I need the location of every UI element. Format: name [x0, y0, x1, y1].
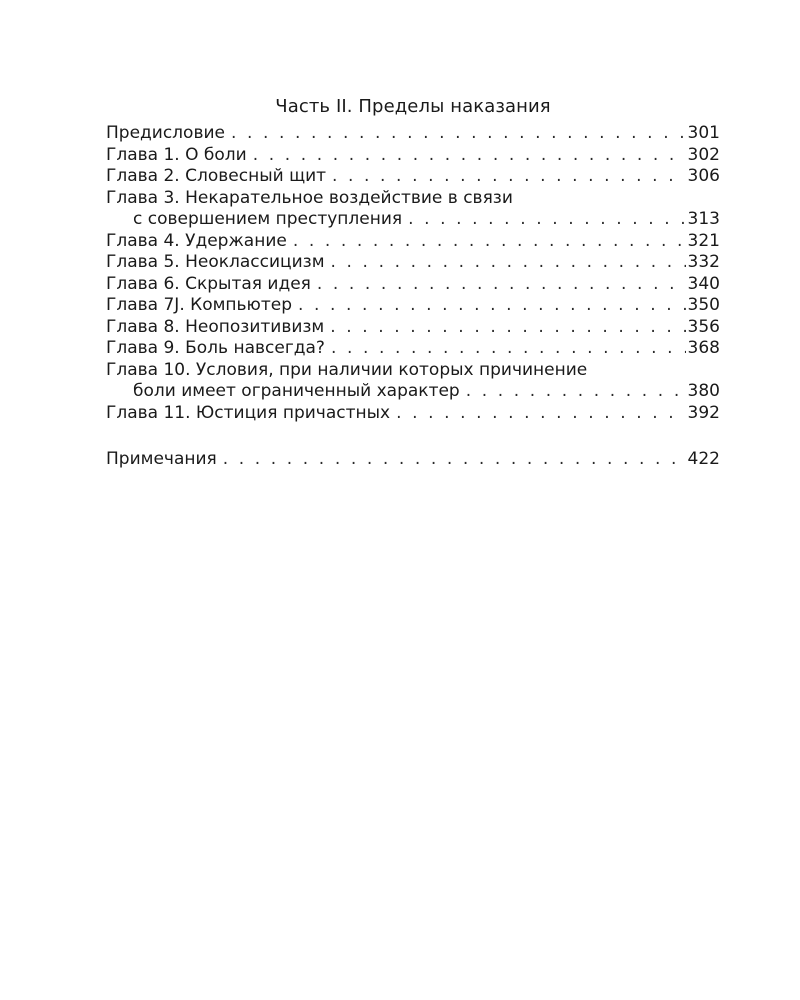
toc-entry-title: Глава 7J. Компьютер: [106, 295, 293, 315]
toc-entry-chapter-5: [106, 252, 720, 274]
toc-entry-page: 306: [687, 166, 720, 186]
toc-entry-chapter-7: [106, 295, 720, 317]
toc-entry-page: 368: [687, 338, 720, 358]
toc-entry-title-line1: Глава 10. Условия, при наличии которых причинение: [106, 359, 588, 380]
toc-entry-page: 302: [687, 144, 720, 165]
section-gap: [106, 424, 720, 449]
toc-entry-title: Глава 11. Юстиция причастных: [106, 402, 391, 423]
dot-leader: [253, 145, 686, 167]
toc-entry-title: Примечания: [106, 449, 217, 469]
toc-entry-preface: [106, 123, 720, 145]
toc-entry-title: Предисловие: [106, 123, 225, 143]
toc-entry-title: Глава 1. О боли: [106, 144, 247, 165]
dot-leader: [466, 381, 686, 403]
toc-entry-title-line1: Глава 3. Некарательное воздействие в связи: [106, 187, 513, 208]
dot-leader: [231, 123, 686, 145]
dot-leader: [396, 403, 685, 425]
toc-entry-title: Глава 5. Неоклассицизм: [106, 252, 325, 272]
toc-entry-page: 313: [687, 209, 720, 229]
toc-entry-chapter-11: [106, 403, 720, 425]
dot-leader: [331, 252, 686, 274]
toc-entry-title: Глава 4. Удержание: [106, 230, 287, 251]
dot-leader: [331, 338, 686, 360]
dot-leader: [408, 209, 685, 231]
toc-entry-page: 301: [687, 123, 720, 143]
toc-entry-chapter-2: [106, 166, 720, 188]
dot-leader: [293, 231, 686, 253]
table-of-contents-page: [106, 95, 720, 471]
toc-entry-chapter-6: [106, 274, 720, 296]
toc-entry-chapter-9: [106, 338, 720, 360]
toc-entry-page: 350: [687, 295, 720, 315]
dot-leader: [330, 317, 685, 339]
toc-entry-page: 392: [687, 402, 720, 423]
toc-entry-title-line2: боли имеет ограниченный характер: [133, 381, 460, 401]
toc-entry-title-line2: с совершением преступления: [133, 209, 403, 229]
dot-leader: [298, 295, 686, 317]
toc-entry-page: 422: [687, 449, 720, 469]
toc-entry-page: 332: [687, 252, 720, 272]
toc-entry-title: Глава 2. Словесный щит: [106, 166, 327, 186]
part-title: Часть II. Пределы наказания: [275, 96, 551, 117]
toc-entry-chapter-8: [106, 317, 720, 339]
toc-entry-notes: [106, 449, 720, 471]
toc-entry-title: Глава 6. Скрытая идея: [106, 273, 311, 294]
dot-leader: [332, 166, 686, 188]
toc-entry-page: 340: [687, 273, 720, 294]
toc-entry-page: 356: [687, 316, 720, 337]
toc-entry-page: 380: [687, 381, 720, 401]
dot-leader: [223, 449, 686, 471]
toc-entry-chapter-1: [106, 145, 720, 167]
toc-list: [106, 123, 720, 424]
toc-entry-chapter-4: [106, 231, 720, 253]
toc-entry-title: Глава 8. Неопозитивизм: [106, 316, 325, 337]
toc-entry-title: Глава 9. Боль навсегда?: [106, 338, 325, 358]
toc-entry-chapter-10: [106, 360, 720, 403]
dot-leader: [317, 274, 686, 296]
toc-entry-page: 321: [687, 230, 720, 251]
toc-entry-chapter-3: [106, 188, 720, 231]
